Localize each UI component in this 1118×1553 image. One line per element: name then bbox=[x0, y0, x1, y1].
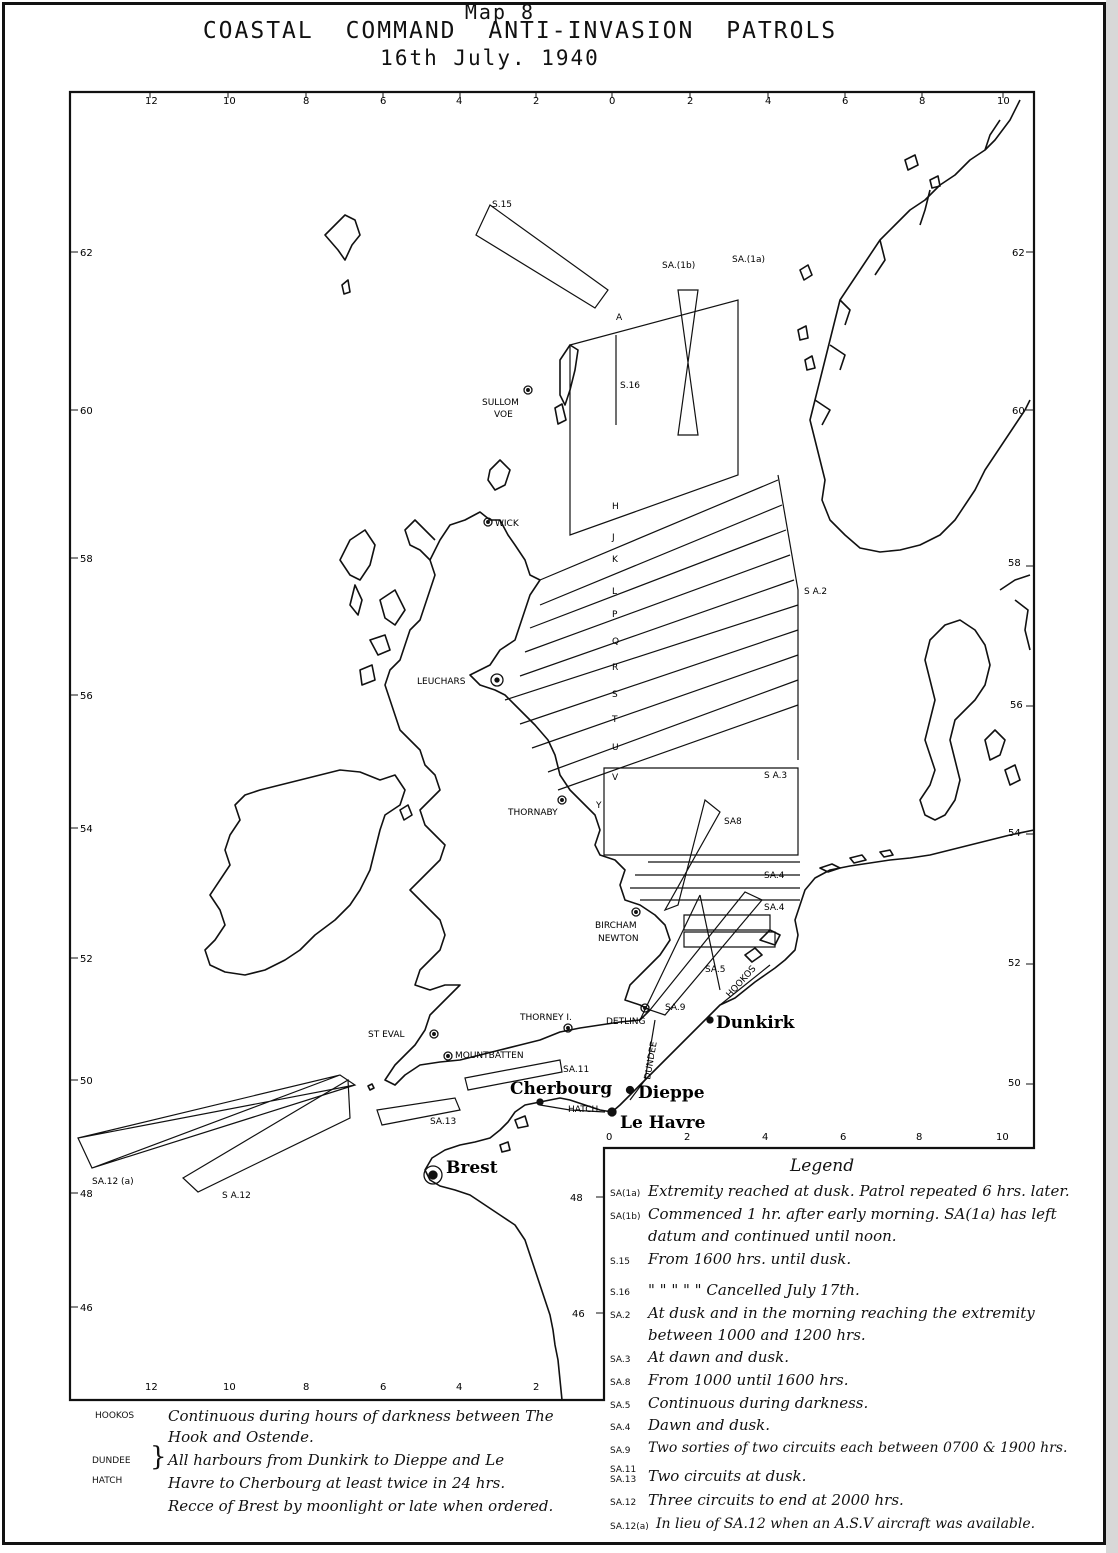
legend-code: SA.8 bbox=[610, 1378, 631, 1388]
legend-code: SA.3 bbox=[610, 1355, 631, 1365]
tick-right-52: 52 bbox=[1008, 958, 1021, 969]
coast-hebrides bbox=[340, 530, 375, 580]
legend-row-sa12 bbox=[610, 1489, 1100, 1514]
coast-faroes bbox=[325, 215, 360, 260]
right-ticks bbox=[596, 252, 1034, 1313]
note-dh-line1: All harbours from Dunkirk to Dieppe and Le bbox=[168, 1451, 505, 1469]
tick-right-60: 60 bbox=[1012, 406, 1025, 417]
line-letter-l: L bbox=[612, 587, 618, 597]
label-dieppe: Dieppe bbox=[638, 1083, 705, 1103]
tick-top-8e: 8 bbox=[919, 96, 926, 107]
legend-row-sa11-sa13 bbox=[610, 1465, 1100, 1488]
legend-text: At dawn and dusk. bbox=[648, 1348, 789, 1366]
legend-row-sa9 bbox=[610, 1437, 1100, 1462]
tick-left-54: 54 bbox=[80, 824, 93, 835]
tick-top-4w: 4 bbox=[456, 96, 463, 107]
line-letter-s: S bbox=[612, 690, 618, 700]
label-sa4-a: SA.4 bbox=[764, 871, 785, 881]
legend-code: SA.12 bbox=[610, 1498, 637, 1508]
legend-row-sa2-cont bbox=[610, 1324, 1100, 1346]
map-date: 16th July. 1940 bbox=[380, 46, 600, 70]
line-letter-r: R bbox=[612, 663, 619, 673]
note-brest: Recce of Brest by moonlight or late when ordered. bbox=[168, 1497, 554, 1515]
tick-left-46: 46 bbox=[80, 1303, 93, 1314]
note-brace: } bbox=[150, 1442, 167, 1472]
patrol-sa4-boxes bbox=[684, 915, 775, 947]
legend-code: S.15 bbox=[610, 1257, 631, 1267]
tick-bottom-4e: 4 bbox=[762, 1132, 769, 1143]
legend-row-sa1b-cont bbox=[610, 1225, 1100, 1247]
legend-code: SA(1b) bbox=[610, 1212, 641, 1222]
label-hatch: HATCH bbox=[568, 1105, 599, 1115]
tick-top-2e: 2 bbox=[687, 96, 694, 107]
note-hookos-line1: Continuous during hours of darkness between The bbox=[168, 1407, 554, 1425]
label-thorney: THORNEY I. bbox=[520, 1013, 572, 1023]
patrol-sa12a bbox=[78, 1075, 355, 1168]
note-hookos-line2: Hook and Ostende. bbox=[168, 1428, 314, 1446]
label-sa2: S A.2 bbox=[804, 587, 828, 597]
legend-text: Continuous during darkness. bbox=[648, 1394, 869, 1412]
coast-denmark-islands bbox=[985, 730, 1020, 785]
tick-right-48: 48 bbox=[570, 1193, 583, 1204]
tick-bottom-8e: 8 bbox=[916, 1132, 923, 1143]
coast-shetland-2 bbox=[555, 404, 566, 424]
note-dh-line2: Havre to Cherbourg at least twice in 24 hrs. bbox=[168, 1474, 506, 1492]
label-sa11: SA.11 bbox=[563, 1065, 590, 1075]
tick-bottom-4w: 4 bbox=[456, 1382, 463, 1393]
legend-row-sa8 bbox=[610, 1369, 1100, 1394]
tick-bottom-10w: 10 bbox=[223, 1382, 236, 1393]
line-letter-u: U bbox=[612, 743, 619, 753]
line-letter-p: P bbox=[612, 610, 618, 620]
label-newton: NEWTON bbox=[598, 934, 639, 944]
line-letter-h: H bbox=[612, 502, 619, 512]
label-detling: DETLING bbox=[606, 1017, 646, 1027]
tick-left-62: 62 bbox=[80, 248, 93, 259]
coast-shetland bbox=[560, 345, 578, 405]
label-st-eval: ST EVAL bbox=[368, 1030, 405, 1040]
left-ticks bbox=[70, 252, 78, 1307]
marker-dunkirk bbox=[707, 1017, 713, 1023]
tick-bottom-0: 0 bbox=[606, 1132, 613, 1143]
tick-top-2w: 2 bbox=[533, 96, 540, 107]
tick-top-4e: 4 bbox=[765, 96, 772, 107]
tick-left-48: 48 bbox=[80, 1189, 93, 1200]
coast-scilly bbox=[368, 1084, 374, 1090]
marker-le-havre bbox=[608, 1108, 616, 1116]
coast-mull bbox=[370, 635, 390, 655]
tick-right-50: 50 bbox=[1008, 1078, 1021, 1089]
label-dunkirk: Dunkirk bbox=[716, 1013, 795, 1033]
coast-sweden bbox=[1000, 575, 1030, 650]
tick-top-0: 0 bbox=[609, 96, 616, 107]
legend-row-sa1a bbox=[610, 1180, 1100, 1205]
label-sa12: S A.12 bbox=[222, 1191, 251, 1201]
marker-dieppe bbox=[627, 1087, 634, 1094]
tick-bottom-8w: 8 bbox=[303, 1382, 310, 1393]
legend-text: At dusk and in the morning reaching the extremity bbox=[648, 1304, 1035, 1322]
station-labels bbox=[368, 398, 646, 1061]
tick-top-8w: 8 bbox=[303, 96, 310, 107]
tick-right-58: 58 bbox=[1008, 558, 1021, 569]
label-bircham: BIRCHAM bbox=[595, 921, 637, 931]
patrol-areas bbox=[78, 205, 800, 1192]
city-labels bbox=[446, 1013, 796, 1178]
legend-title: Legend bbox=[790, 1156, 855, 1176]
legend-text: datum and continued until noon. bbox=[648, 1227, 897, 1245]
legend-text: Two sorties of two circuits each between 0700 & 1900 hrs. bbox=[648, 1440, 1068, 1456]
map-title: COASTAL COMMAND ANTI-INVASION PATROLS bbox=[202, 18, 838, 44]
coast-orkney bbox=[488, 460, 510, 490]
label-leuchars: LEUCHARS bbox=[417, 677, 466, 687]
tick-top-10e: 10 bbox=[997, 96, 1010, 107]
label-sa8: SA8 bbox=[724, 817, 742, 827]
legend-code: S.16 bbox=[610, 1288, 631, 1298]
legend-row-s15 bbox=[610, 1248, 1100, 1273]
tick-top-10w: 10 bbox=[223, 96, 236, 107]
label-sa12a: SA.12 (a) bbox=[92, 1177, 134, 1187]
coast-channel-islands bbox=[500, 1116, 528, 1152]
label-le-havre: Le Havre bbox=[620, 1113, 706, 1133]
label-thornaby: THORNABY bbox=[508, 808, 558, 818]
legend-text: " " " " " Cancelled July 17th. bbox=[648, 1281, 860, 1299]
label-sa1b: SA.(1b) bbox=[662, 261, 696, 271]
legend-text: Extremity reached at dusk. Patrol repeated 6 hrs. later. bbox=[648, 1182, 1070, 1200]
coast-scotland-west bbox=[405, 520, 435, 560]
coast-isle-of-man bbox=[400, 805, 412, 820]
coast-ireland bbox=[205, 770, 405, 975]
tick-top-6e: 6 bbox=[842, 96, 849, 107]
patrol-s15 bbox=[476, 205, 608, 308]
tick-left-58: 58 bbox=[80, 554, 93, 565]
label-mountbatten: MOUNTBATTEN bbox=[455, 1051, 524, 1061]
coast-skye bbox=[380, 590, 405, 625]
coast-great-britain bbox=[385, 512, 670, 1085]
legend-code: SA.4 bbox=[610, 1423, 631, 1433]
legend-text: Commenced 1 hr. after early morning. SA(1a) has left bbox=[648, 1205, 1057, 1223]
line-letter-j: J bbox=[612, 533, 615, 543]
tick-right-62: 62 bbox=[1012, 248, 1025, 259]
label-sa1a: SA.(1a) bbox=[732, 255, 766, 265]
label-voe: VOE bbox=[494, 410, 513, 420]
legend-code: SA.2 bbox=[610, 1311, 631, 1321]
patrol-sa12 bbox=[183, 1080, 350, 1192]
label-cherbourg: Cherbourg bbox=[510, 1079, 613, 1099]
tick-left-60: 60 bbox=[80, 406, 93, 417]
tick-left-56: 56 bbox=[80, 691, 93, 702]
tick-bottom-2e: 2 bbox=[684, 1132, 691, 1143]
legend-code: SA.9 bbox=[610, 1446, 631, 1456]
tick-left-52: 52 bbox=[80, 954, 93, 965]
legend-code: SA.11 SA.13 bbox=[610, 1465, 637, 1485]
tick-left-50: 50 bbox=[80, 1076, 93, 1087]
legend-text: between 1000 and 1200 hrs. bbox=[648, 1326, 866, 1344]
coast-norway bbox=[810, 100, 1030, 552]
label-sa5: SA.5 bbox=[705, 965, 726, 975]
patrol-sa1a bbox=[570, 300, 738, 535]
legend-text: Dawn and dusk. bbox=[648, 1416, 771, 1434]
tick-bottom-6e: 6 bbox=[840, 1132, 847, 1143]
patrol-sa3 bbox=[604, 768, 798, 855]
legend-text: From 1600 hrs. until dusk. bbox=[648, 1250, 852, 1268]
tick-right-46: 46 bbox=[572, 1309, 585, 1320]
note-dundee-code: DUNDEE bbox=[92, 1456, 131, 1466]
label-sa4-b: SA.4 bbox=[764, 903, 785, 913]
label-sa3: S A.3 bbox=[764, 771, 788, 781]
legend-row-sa4 bbox=[610, 1414, 1100, 1439]
legend-text: From 1000 until 1600 hrs. bbox=[648, 1371, 849, 1389]
label-s16: S.16 bbox=[620, 381, 641, 391]
tick-bottom-6w: 6 bbox=[380, 1382, 387, 1393]
coast-islay bbox=[360, 665, 375, 685]
legend-code: SA(1a) bbox=[610, 1189, 641, 1199]
note-hookos-code: HOOKOS bbox=[95, 1411, 135, 1421]
line-letter-k: K bbox=[612, 555, 618, 565]
legend-code: SA.12(a) bbox=[610, 1522, 649, 1532]
patrol-sa4-lines bbox=[630, 862, 800, 900]
line-letter-y: Y bbox=[596, 801, 602, 811]
legend-text: Two circuits at dusk. bbox=[648, 1467, 807, 1485]
tick-top-12w: 12 bbox=[145, 96, 158, 107]
coast-faroes-2 bbox=[342, 280, 350, 294]
top-tick-labels bbox=[145, 96, 1010, 107]
tick-bottom-10e: 10 bbox=[996, 1132, 1009, 1143]
label-sullom: SULLOM bbox=[482, 398, 519, 408]
coast-denmark bbox=[920, 620, 990, 820]
legend-row-s16 bbox=[610, 1279, 1100, 1304]
legend-text: Three circuits to end at 2000 hrs. bbox=[648, 1491, 904, 1509]
label-brest: Brest bbox=[446, 1158, 498, 1178]
line-letter-q: Q bbox=[612, 637, 620, 647]
tick-top-6w: 6 bbox=[380, 96, 387, 107]
left-tick-labels bbox=[80, 248, 93, 1314]
coast-hebrides-2 bbox=[350, 585, 362, 615]
legend-row-sa12a bbox=[610, 1513, 1100, 1538]
label-sa13: SA.13 bbox=[430, 1117, 457, 1127]
line-letter-v: V bbox=[612, 773, 619, 783]
marker-cherbourg bbox=[537, 1099, 543, 1105]
tick-bottom-12w: 12 bbox=[145, 1382, 158, 1393]
tick-right-56: 56 bbox=[1010, 700, 1023, 711]
tick-right-54: 54 bbox=[1008, 828, 1021, 839]
label-a: A bbox=[616, 313, 623, 323]
patrol-sa2-edge bbox=[778, 475, 798, 760]
legend-code: SA.5 bbox=[610, 1401, 631, 1411]
label-sa9: SA.9 bbox=[665, 1003, 686, 1013]
note-hatch-code: HATCH bbox=[92, 1476, 123, 1486]
legend-text: In lieu of SA.12 when an A.S.V aircraft was available. bbox=[656, 1516, 1036, 1532]
label-hookos: HOOKOS bbox=[724, 964, 759, 1001]
map-number: Map 8 bbox=[464, 0, 536, 24]
label-s15: S.15 bbox=[492, 200, 513, 210]
tick-bottom-2w: 2 bbox=[533, 1382, 540, 1393]
label-dundee: DUNDEE bbox=[643, 1040, 660, 1081]
coast-norway-islands bbox=[798, 155, 940, 370]
legend-row-sa3 bbox=[610, 1346, 1100, 1371]
label-wick: WICK bbox=[495, 519, 519, 529]
line-letter-t: T bbox=[612, 715, 618, 725]
